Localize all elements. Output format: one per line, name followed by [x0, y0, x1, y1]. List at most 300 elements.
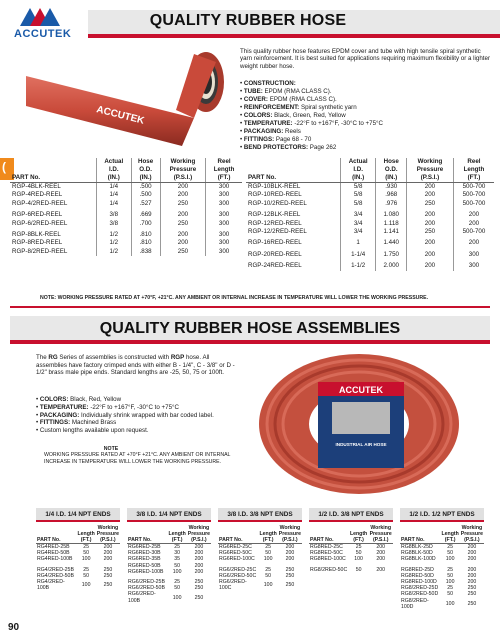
table-cell: 200: [194, 544, 204, 550]
part-number-cell: RG8/2RED-50D: [401, 591, 439, 598]
table-cell: 200: [406, 183, 453, 192]
table-cell: .527: [131, 200, 160, 208]
part-number-cell: RG6/2RED-25C: [219, 566, 257, 573]
table-cell: 25: [174, 544, 181, 550]
assembly-intro: The RG Series of assemblies is constructed with RGP hose. All assemblies have factory crimped ends with either B - 1/4", C - 3/8" or D - 1/2" brass male pipe ends. Standard lengths are -25, 50, 75 or 100ft.: [36, 354, 235, 377]
spec-item: • COVER: EPDM (RMA CLASS C).: [240, 96, 337, 103]
part-number-cell: RG4RED-100B: [37, 556, 73, 563]
col-header: (P.S.I.): [187, 537, 211, 544]
table-cell: 200: [285, 550, 295, 557]
col-header: O.D.: [376, 166, 407, 174]
col-header: I.D.: [340, 166, 376, 174]
col-header: Pressure: [460, 531, 483, 537]
table-cell: 100: [263, 582, 273, 589]
table-cell: .838: [131, 248, 160, 256]
table-row: [246, 208, 494, 219]
col-header: (P.S.I.): [96, 537, 120, 544]
table-cell: 50: [447, 550, 454, 557]
spec-item: • COLORS: Black, Red, Yellow: [36, 396, 122, 403]
table-row: [10, 248, 242, 256]
col-header: Working: [461, 525, 483, 531]
table-row: [218, 563, 302, 573]
table-cell: 250: [467, 600, 477, 607]
table-cell: 250: [467, 591, 477, 598]
table-cell: 100: [172, 594, 182, 601]
table-cell: 50: [265, 572, 272, 579]
part-number-cell: RG8BLK-100D: [401, 556, 436, 563]
col-header: Length: [213, 166, 235, 173]
col-header: Working: [97, 525, 119, 531]
part-number-cell: RG6RED-35B: [128, 556, 161, 563]
table-cell: .968: [376, 191, 407, 199]
table-cell: 200: [376, 550, 386, 557]
table-row: [246, 191, 494, 199]
col-header: (P.S.I.): [160, 174, 206, 183]
table-cell: 200: [194, 562, 204, 569]
table-cell: 200: [194, 568, 204, 575]
table-cell: 100: [445, 579, 455, 586]
table-cell: .500: [131, 191, 160, 199]
table-cell: 100: [81, 582, 91, 589]
col-header: PART No.: [246, 174, 340, 183]
col-header: PART No.: [309, 537, 349, 544]
spec-item: • Custom lengths available upon request.: [36, 427, 149, 435]
col-header: I.D.: [97, 166, 132, 174]
part-number-cell: RG8RED-100D: [401, 579, 437, 586]
spec-item: • TUBE: EPDM (RMA CLASS C).: [240, 88, 332, 95]
part-number-cell: RGP-8BLK-REEL: [10, 228, 97, 239]
table-cell: 5/8: [340, 183, 376, 192]
hose-spec-table-right: [246, 158, 494, 271]
note-body: WORKING PRESSURE RATED AT +70°F +21°C. ANY AMBIENT OR INTERNAL INCREASE IN TEMPERATURE WILL LOWER THE WORKING PRESSURE.: [44, 452, 231, 465]
part-number-cell: RG6RED-30B: [128, 550, 161, 557]
part-number-cell: RG8/2RED-100D: [401, 597, 429, 610]
table-row: [218, 544, 302, 551]
table-cell: 200: [406, 259, 453, 270]
table-cell: 100: [445, 556, 455, 563]
table-cell: 250: [103, 566, 113, 573]
table-cell: 300: [218, 231, 230, 239]
table-cell: 200: [467, 550, 477, 557]
table-row: [246, 220, 494, 228]
col-header: (P.S.I.): [278, 537, 302, 544]
table-cell: 100: [81, 556, 91, 563]
table-cell: 25: [355, 544, 362, 550]
assembly-table: [127, 508, 211, 604]
table-cell: 25: [447, 585, 454, 592]
table-cell: 1/4: [97, 191, 132, 199]
table-cell: 50: [355, 550, 362, 557]
table-row: [127, 575, 211, 585]
table-cell: 300: [468, 250, 480, 258]
page-number: 90: [8, 622, 20, 633]
col-header: (P.S.I.): [460, 537, 484, 544]
part-number-cell: RG4/2RED-100B: [37, 579, 65, 592]
col-header: (IN.): [376, 174, 407, 183]
logo-text: ACCUTEK: [14, 28, 72, 40]
table-cell: 200: [160, 228, 206, 239]
table-cell: 250: [103, 572, 113, 579]
table-cell: 50: [83, 550, 90, 557]
table-cell: 1.440: [376, 236, 407, 247]
part-number-cell: RG8/2RED-25D: [401, 585, 439, 592]
reel-sub-text: INDUSTRIAL AIR HOSE: [335, 442, 387, 447]
table-cell: 300: [468, 262, 480, 270]
spec-item: • PACKAGING: Individually shrink wrapped with bar coded label.: [36, 411, 214, 419]
spec-item: • FITTINGS: Machined Brass: [36, 419, 117, 427]
assembly-table-band: 1/2 I.D. 1/2 NPT ENDS: [400, 508, 484, 522]
part-number-cell: RGP-4BLK-REEL: [10, 183, 97, 192]
table-cell: 100: [445, 600, 455, 607]
part-number-cell: RG8/2RED-50C: [310, 566, 348, 573]
table-cell: 25: [174, 579, 181, 586]
table-row: [246, 236, 494, 247]
table-cell: 200: [160, 183, 206, 192]
table-cell: 1/4: [97, 200, 132, 208]
table-cell: 200: [194, 550, 204, 557]
part-number-cell: RGP-8RED-REEL: [10, 239, 97, 247]
table-row: [10, 191, 242, 199]
table-cell: 200: [406, 208, 453, 219]
table-cell: 30: [174, 550, 181, 557]
table-cell: 200: [467, 556, 477, 563]
part-number-cell: RGP-6/2RED-REEL: [10, 220, 97, 228]
table-cell: 1.118: [376, 220, 407, 228]
assembly-table-band: 3/8 I.D. 3/8 NPT ENDS: [218, 508, 302, 522]
table-cell: 300: [218, 183, 230, 190]
table-cell: 250: [285, 572, 295, 579]
col-header: Reel: [217, 158, 231, 165]
part-number-cell: RG4/2RED-50B: [37, 572, 74, 579]
col-header: (FT.): [76, 537, 95, 544]
table-row: [10, 239, 242, 247]
table-cell: 250: [406, 228, 453, 236]
table-cell: 250: [160, 248, 206, 256]
table-cell: 5/8: [340, 200, 376, 208]
hose-print-text: ACCUTEK: [95, 104, 146, 127]
table-cell: 500-700: [462, 191, 486, 199]
hose-product-image: [26, 48, 230, 150]
part-number-cell: RGP-20RED-REEL: [246, 248, 340, 259]
table-cell: 250: [103, 582, 113, 589]
table-cell: 250: [285, 582, 295, 589]
part-number-cell: RGP-24RED-REEL: [246, 259, 340, 270]
part-number-cell: RG6RED-50C: [219, 550, 252, 557]
col-header: Pressure: [369, 531, 392, 537]
table-cell: 200: [468, 219, 480, 227]
table-cell: 25: [447, 566, 454, 573]
table-cell: 500-700: [462, 199, 486, 207]
part-number-cell: RGP-8/2RED-REEL: [10, 248, 97, 256]
table-cell: 200: [285, 556, 295, 563]
table-row: [309, 544, 393, 551]
table-cell: 50: [447, 572, 454, 579]
table-cell: 1.141: [376, 228, 407, 236]
col-header: PART No.: [400, 537, 440, 544]
table-cell: 250: [467, 585, 477, 592]
table-row: [10, 220, 242, 228]
table-cell: 200: [406, 248, 453, 259]
table-cell: 300: [218, 247, 230, 255]
table-cell: 300: [218, 191, 230, 199]
table-row: [218, 579, 302, 591]
table-cell: 3/8: [97, 208, 132, 219]
page-title: QUALITY RUBBER HOSE: [149, 12, 347, 29]
table-cell: .700: [131, 220, 160, 228]
table-cell: 100: [172, 568, 182, 575]
part-number-cell: RG8RED-25C: [310, 544, 343, 550]
reel-brand-text: ACCUTEK: [339, 385, 383, 395]
part-number-cell: RG8RED-50C: [310, 550, 343, 557]
table-cell: 50: [265, 550, 272, 557]
table-cell: 250: [194, 585, 204, 592]
table-cell: .976: [376, 200, 407, 208]
table-cell: 200: [103, 544, 113, 550]
table-cell: 200: [406, 191, 453, 199]
part-number-cell: RGP-4/2RED-REEL: [10, 200, 97, 208]
table-row: [309, 563, 393, 573]
part-number-cell: RGP-10/2RED-REEL: [246, 200, 340, 208]
col-header: Pressure: [96, 531, 119, 537]
part-number-cell: RG4RED-25B: [37, 544, 70, 550]
table-cell: 100: [354, 556, 363, 563]
table-cell: .810: [131, 228, 160, 239]
table-cell: 250: [160, 200, 206, 208]
note-label: NOTE: [103, 446, 119, 452]
col-header: Length: [168, 531, 186, 537]
table-row: [246, 259, 494, 270]
table-cell: 1-1/2: [340, 259, 376, 270]
table-cell: .810: [131, 239, 160, 247]
col-header: (FT.): [453, 174, 494, 183]
spec-item: • BEND PROTECTORS: Page 262: [240, 144, 337, 151]
table-cell: 25: [447, 544, 454, 550]
part-number-cell: RG8BLK-50D: [401, 550, 433, 557]
col-header: Pressure: [160, 166, 206, 174]
col-header: (IN.): [131, 174, 160, 183]
part-number-cell: RG6/2RED-100C: [219, 579, 247, 592]
spec-item: • TEMPERATURE: -22°F to +167°F, -30°C to +75°C: [240, 120, 383, 127]
table-cell: .500: [131, 183, 160, 192]
table-cell: 1.750: [376, 248, 407, 259]
table-cell: 250: [285, 566, 295, 573]
col-header: Working: [188, 525, 210, 531]
table-row: [246, 228, 494, 236]
table-row: [10, 228, 242, 239]
part-number-cell: RG6/2RED-100B: [128, 591, 156, 604]
table-cell: 1-1/4: [340, 248, 376, 259]
table-cell: 3/4: [340, 220, 376, 228]
table-cell: 250: [160, 220, 206, 228]
part-number-cell: RG6/2RED-25B: [128, 579, 165, 586]
table-cell: 200: [376, 556, 386, 563]
col-header: (FT.): [440, 537, 459, 544]
col-header: Actual: [97, 158, 132, 166]
table-cell: 200: [194, 556, 204, 563]
table-cell: 200: [467, 544, 477, 550]
assembly-table-band: 1/4 I.D. 1/4 NPT ENDS: [36, 508, 120, 522]
part-number-cell: RG6RED-50B: [128, 562, 161, 569]
spec-item: • REINFORCEMENT: Spiral synthetic yarn: [240, 104, 357, 111]
table-cell: 200: [285, 544, 295, 550]
table-cell: 500-700: [462, 228, 486, 236]
part-number-cell: RG4/2RED-25B: [37, 566, 74, 573]
table-cell: 3/4: [340, 208, 376, 219]
table-cell: 1/2: [97, 248, 132, 256]
title-accent-stripe: [88, 34, 500, 38]
table-row: [36, 563, 120, 573]
col-header: Hose: [131, 158, 160, 166]
assembly-table: [36, 508, 120, 591]
table-row: [400, 544, 484, 551]
part-number-cell: RGP-10RED-REEL: [246, 191, 340, 199]
table-row: [246, 248, 494, 259]
col-header: (P.S.I.): [368, 537, 393, 544]
table-cell: 200: [376, 566, 386, 573]
assembly-spec-list: [36, 396, 236, 435]
pressure-note: NOTE: WORKING PRESSURE RATED AT +70°F, +21°C. ANY AMBIENT OR INTERNAL INCREASE IN TEMPERATURE WILL LOWER THE WORKING PRESSURE.: [40, 295, 429, 301]
part-number-cell: RG6RED-100B: [128, 568, 164, 575]
col-header: (IN.): [97, 174, 132, 183]
table-row: [10, 208, 242, 219]
logo-mark-icon: [10, 6, 80, 30]
table-cell: 300: [218, 199, 230, 207]
col-header: Length: [259, 531, 277, 537]
table-row: [127, 591, 211, 603]
hose-spec-table-left: [10, 158, 242, 256]
part-number-cell: RG6RED-100C: [219, 556, 255, 563]
table-cell: 50: [174, 585, 181, 592]
part-number-cell: RG8RED-25D: [401, 566, 434, 573]
table-cell: 300: [218, 211, 230, 219]
col-header: Length: [349, 531, 368, 537]
table-row: [400, 563, 484, 573]
table-cell: .930: [376, 183, 407, 192]
col-header: (FT.): [258, 537, 277, 544]
col-header: O.D.: [131, 166, 160, 174]
table-cell: 25: [83, 544, 90, 550]
col-header: Pressure: [406, 166, 453, 174]
part-number-cell: RGP-10BLK-REEL: [246, 183, 340, 192]
table-cell: 200: [467, 579, 477, 586]
table-cell: 250: [194, 579, 204, 586]
table-cell: 200: [467, 572, 477, 579]
col-header: Pressure: [187, 531, 210, 537]
col-header: Actual: [340, 158, 376, 166]
col-header: (P.S.I.): [406, 174, 453, 183]
part-number-cell: RGP-12BLK-REEL: [246, 208, 340, 219]
col-header: (FT.): [349, 537, 369, 544]
part-number-cell: RG6RED-25C: [219, 544, 252, 550]
table-cell: 300: [218, 219, 230, 227]
part-number-cell: RG4RED-50B: [37, 550, 70, 557]
table-cell: 300: [218, 239, 230, 247]
part-number-cell: RGP-4RED-REEL: [10, 191, 97, 199]
assembly-table: [218, 508, 302, 591]
table-cell: 100: [263, 556, 273, 563]
part-number-cell: RG6RED-25B: [128, 544, 161, 550]
table-cell: 200: [376, 544, 386, 550]
spec-item: • TEMPERATURE: -22°F to +167°F, -30°C to +75°C: [36, 403, 179, 411]
brand-logo: [10, 6, 80, 42]
part-number-cell: RG8RED-50D: [401, 572, 434, 579]
spec-item: • FITTINGS: Page 68 - 70: [240, 136, 312, 143]
col-header: Working: [160, 158, 206, 166]
section-title: QUALITY RUBBER HOSE ASSEMBLIES: [99, 320, 401, 337]
table-cell: 250: [406, 200, 453, 208]
table-row: [10, 183, 242, 192]
table-cell: 50: [174, 562, 181, 569]
intro-text: This quality rubber hose features EPDM cover and tube with high tensile spiral synthetic yarn reinforcement. It is best suited for applications requiring maximum flexibility or a lighter weight rubber hose.: [240, 48, 491, 70]
col-header: Working: [370, 525, 392, 531]
col-header: Pressure: [278, 531, 301, 537]
assembly-table-band: 3/8 I.D. 1/4 NPT ENDS: [127, 508, 211, 522]
assembly-table-band: 1/2 I.D. 3/8 NPT ENDS: [309, 508, 393, 522]
col-header: Working: [406, 158, 453, 166]
col-header: Reel: [467, 158, 481, 165]
table-cell: 200: [103, 556, 113, 563]
table-row: [10, 200, 242, 208]
table-cell: 200: [406, 236, 453, 247]
table-cell: 200: [468, 211, 480, 219]
col-header: (FT.): [206, 174, 242, 183]
col-header: PART No.: [36, 537, 76, 544]
table-cell: 3/4: [340, 228, 376, 236]
table-cell: 200: [160, 208, 206, 219]
table-cell: 35: [174, 556, 181, 563]
table-cell: 1: [340, 236, 376, 247]
table-cell: .669: [131, 208, 160, 219]
hose-reel-image: [254, 350, 464, 498]
section-accent-stripe: [10, 340, 490, 344]
part-number-cell: RG6/2RED-50B: [128, 585, 165, 592]
table-row: [246, 200, 494, 208]
part-number-cell: RGP-12RED-REEL: [246, 220, 340, 228]
col-header: Length: [463, 166, 485, 173]
col-header: PART No.: [218, 537, 258, 544]
spec-item: • COLORS: Black, Green, Red, Yellow: [240, 112, 346, 119]
table-cell: 50: [355, 566, 362, 573]
table-cell: 200: [468, 239, 480, 247]
table-row: [127, 544, 211, 551]
table-cell: 25: [265, 544, 272, 550]
part-number-cell: RG8RED-100C: [310, 556, 346, 563]
table-cell: 200: [103, 550, 113, 557]
table-cell: 1.080: [376, 208, 407, 219]
table-cell: 1/2: [97, 228, 132, 239]
table-cell: 2.000: [376, 259, 407, 270]
spec-list: [240, 80, 490, 152]
table-cell: 5/8: [340, 191, 376, 199]
table-cell: 200: [467, 566, 477, 573]
col-header: (FT.): [167, 537, 186, 544]
col-header: (IN.): [340, 174, 376, 183]
title-bar: [88, 10, 500, 38]
spec-item: • CONSTRUCTION:: [240, 80, 296, 87]
table-cell: 1/2: [97, 239, 132, 247]
assembly-table: [400, 508, 484, 610]
part-number-cell: RGP-16RED-REEL: [246, 236, 340, 247]
col-header: Length: [441, 531, 459, 537]
table-cell: 3/8: [97, 220, 132, 228]
table-row: [246, 183, 494, 192]
col-header: Hose: [376, 158, 407, 166]
table-cell: 500-700: [462, 183, 486, 190]
table-row: [36, 544, 120, 551]
assembly-tables: [36, 508, 492, 618]
table-row: [36, 579, 120, 591]
col-header: PART No.: [127, 537, 167, 544]
